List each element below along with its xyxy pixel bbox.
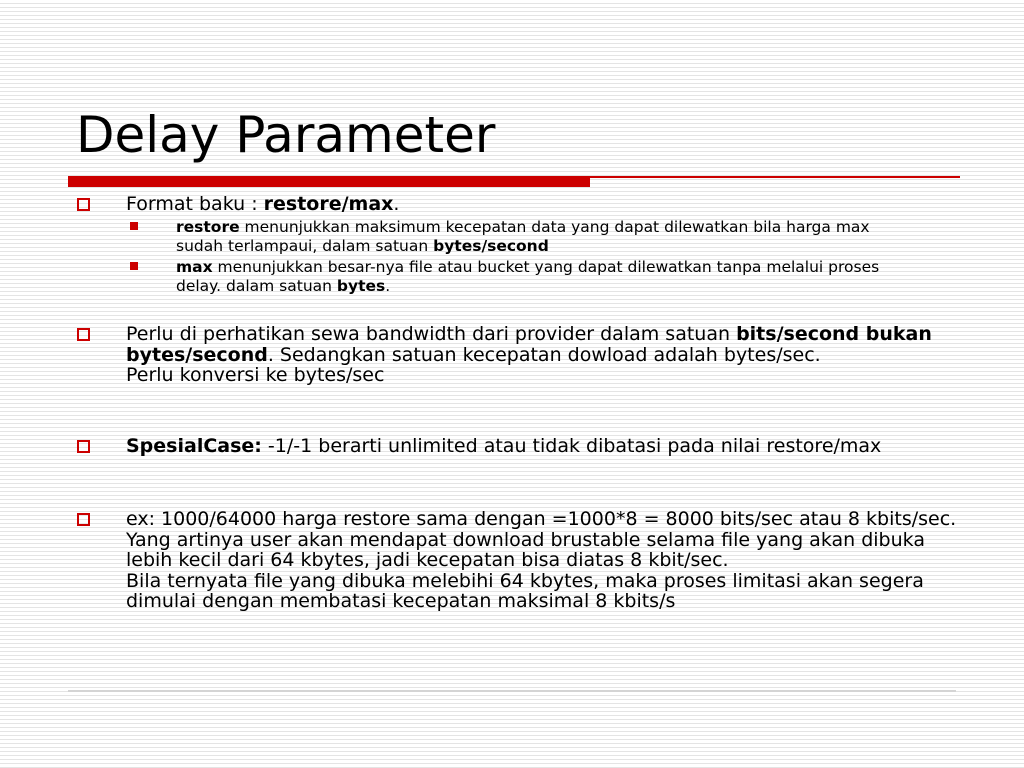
bullet-example (126, 509, 966, 612)
solid-square-bullet-icon (130, 262, 138, 270)
sub-bullet-unit: bytes (336, 277, 386, 295)
bullet-text-cont: . Sedangkan satuan kecepatan dowload adalah bytes/sec. (267, 343, 821, 366)
bullet-text: -1/-1 berarti unlimited atau tidak dibatasi pada nilai restore/max (261, 435, 882, 457)
bullet-bold-text: bits/second bukan bytes/second (126, 323, 932, 366)
bullet-special-case (126, 436, 966, 457)
hollow-square-bullet-icon (77, 440, 90, 453)
bullet-bold-text: restore/max (263, 193, 394, 215)
sub-bullet-text: menunjukkan besar-nya file atau bucket yang dapat dilewatkan tanpa melalui proses delay. dalam satuan (176, 258, 880, 295)
footer-divider (68, 690, 956, 692)
bullet-text: Perlu di perhatikan sewa bandwidth dari provider dalam satuan (126, 323, 737, 345)
bullet-suffix: . (393, 193, 400, 215)
bullet-text: Format baku : (126, 193, 264, 215)
bullet-format-baku (126, 194, 966, 215)
sub-bullet-restore (176, 218, 916, 256)
hollow-square-bullet-icon (77, 513, 90, 526)
sub-bullet-suffix: . (385, 277, 391, 295)
slide-title: Delay Parameter (76, 106, 496, 164)
title-accent-line (590, 176, 960, 178)
hollow-square-bullet-icon (77, 328, 90, 341)
sub-bullet-term: restore (176, 218, 240, 236)
bullet-bandwidth (126, 324, 966, 386)
bullet-line: Yang artinya user akan mendapat download brustable selama file yang akan dibuka lebih kecil dari 64 kbytes, jadi kecepatan bisa diatas 8 kbit/sec. (126, 528, 925, 571)
title-accent-bar (68, 176, 590, 187)
hollow-square-bullet-icon (77, 198, 90, 211)
bullet-bold-text: SpesialCase: (126, 435, 262, 457)
sub-bullet-text: menunjukkan maksimum kecepatan data yang dapat dilewatkan bila harga max sudah terlampaui, dalam satuan (176, 218, 870, 255)
sub-bullet-max (176, 258, 916, 296)
sub-bullet-unit: bytes/second (433, 237, 549, 255)
bullet-line: Bila ternyata file yang dibuka melebihi 64 kbytes, maka proses limitasi akan segera dimulai dengan membatasi kecepatan maksimal 8 kbits/s (126, 569, 924, 612)
bullet-line: Perlu konversi ke bytes/sec (126, 364, 385, 386)
sub-bullet-term: max (176, 258, 213, 276)
bullet-line: ex: 1000/64000 harga restore sama dengan =1000*8 = 8000 bits/sec atau 8 kbits/sec. (126, 508, 957, 530)
solid-square-bullet-icon (130, 222, 138, 230)
